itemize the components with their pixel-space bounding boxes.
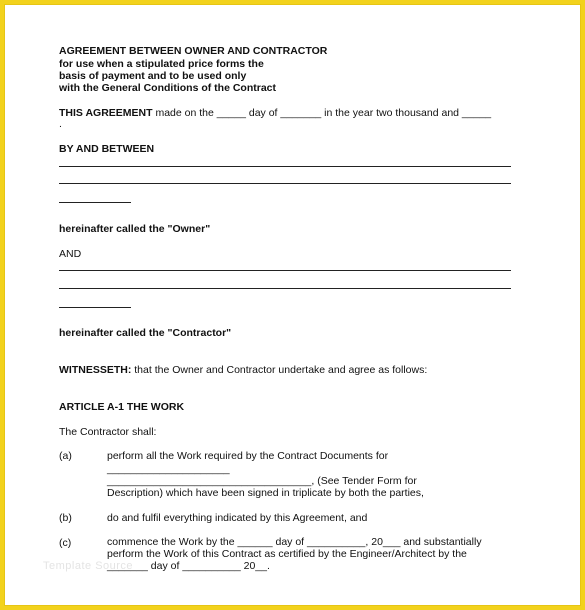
owner-blank-line-1 [59, 166, 511, 167]
owner-blank-line-3 [59, 202, 131, 203]
document-subtitle-line-2: basis of payment and to be used only [59, 70, 247, 82]
item-c-line-1: commence the Work by the ______ day of __________, 20___ and substantially [107, 536, 482, 548]
by-and-between-heading: BY AND BETWEEN [59, 143, 155, 155]
document-subtitle-line-3: with the General Conditions of the Contract [59, 82, 277, 94]
article-intro: The Contractor shall: [59, 426, 157, 438]
item-c-line-2: perform the Work of this Contract as certified by the Engineer/Architect by the [107, 548, 467, 560]
owner-blank-line-2 [59, 183, 511, 184]
agreement-text: made on the _____ day of _______ in the year two thousand and _____ [152, 107, 492, 119]
document-title: AGREEMENT BETWEEN OWNER AND CONTRACTOR [59, 45, 328, 57]
contractor-blank-line-2 [59, 288, 511, 289]
item-a-line-2: _____________________ [107, 463, 230, 475]
contractor-label: hereinafter called the "Contractor" [59, 327, 232, 339]
item-a-line-4: Description) which have been signed in triplicate by both the parties, [107, 487, 424, 499]
item-b-marker: (b) [59, 512, 72, 524]
witnesseth-line [59, 364, 427, 377]
item-a-marker: (a) [59, 450, 72, 462]
item-a-line-1: perform all the Work required by the Contract Documents for [107, 450, 389, 462]
agreement-date-line [59, 107, 491, 120]
agreement-trailing-dot: . [59, 118, 62, 130]
contractor-blank-line-3 [59, 307, 131, 308]
item-c-line-3: _______ day of __________ 20__. [107, 560, 270, 572]
item-c-marker: (c) [59, 537, 72, 549]
document-page [4, 4, 581, 606]
agreement-lead: THIS AGREEMENT [59, 107, 153, 119]
document-subtitle-line-1: for use when a stipulated price forms the [59, 58, 264, 70]
item-b-line-1: do and fulfil everything indicated by this Agreement, and [107, 512, 368, 524]
watermark: Template Source [43, 560, 134, 572]
witnesseth-text: that the Owner and Contractor undertake and agree as follows: [131, 364, 428, 376]
contractor-blank-line-1 [59, 270, 511, 271]
witnesseth-lead: WITNESSETH: [59, 364, 132, 376]
owner-label: hereinafter called the "Owner" [59, 223, 211, 235]
item-a-line-3: ___________________________________, (See Tender Form for [107, 475, 417, 487]
and-label: AND [59, 248, 82, 260]
article-heading: ARTICLE A-1 THE WORK [59, 401, 185, 413]
